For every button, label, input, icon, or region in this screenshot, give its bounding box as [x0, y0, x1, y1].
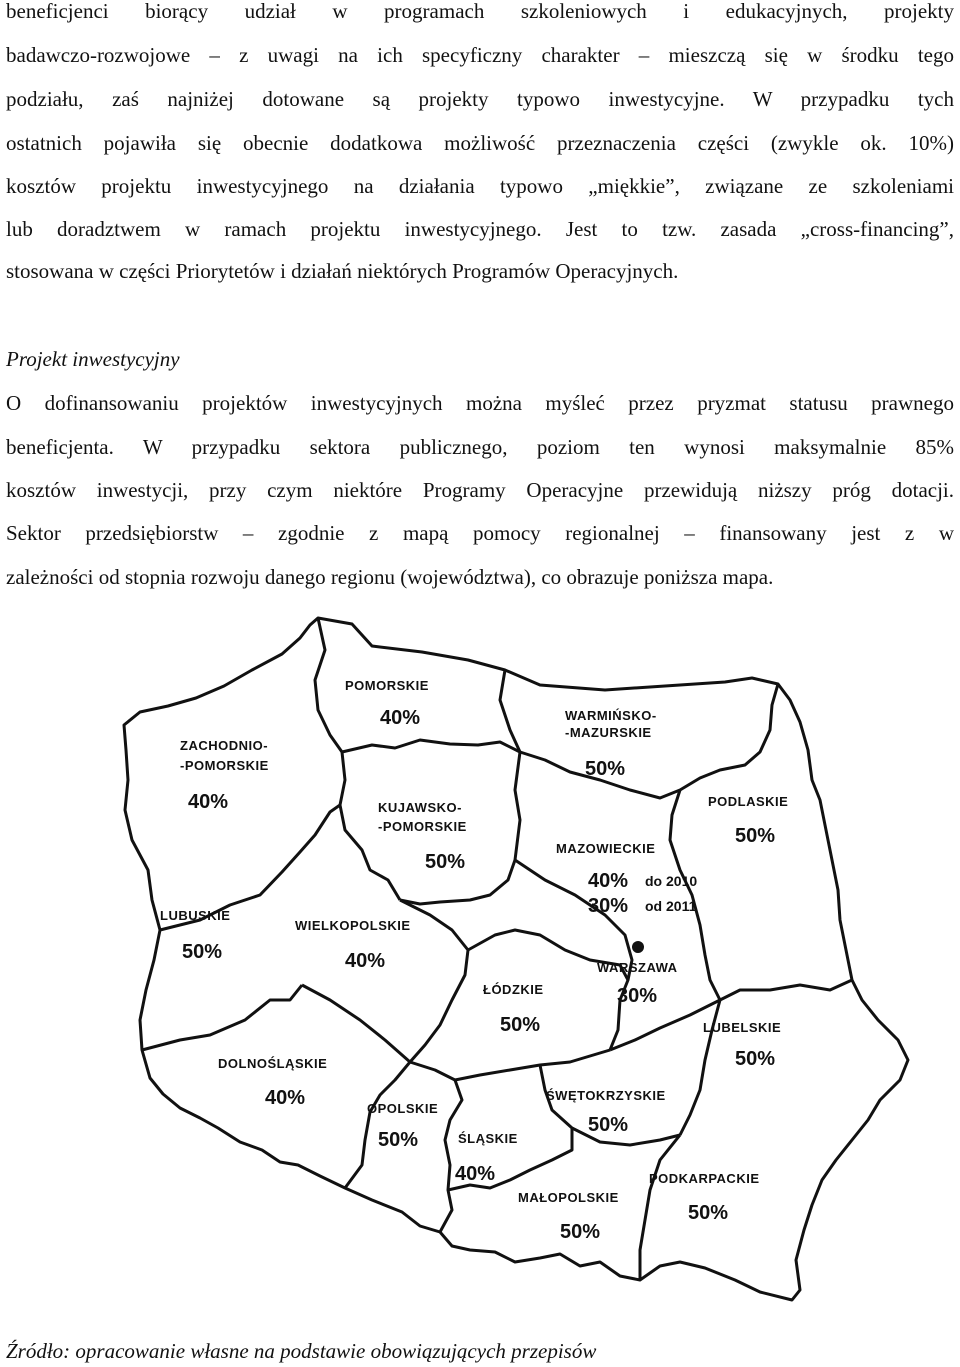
region-percentage: 40%	[455, 1163, 496, 1185]
region-name: PODKARPACKIE	[649, 1171, 760, 1186]
region-name: ŚLĄSKIE	[458, 1131, 518, 1146]
region-percentage: 40%	[345, 950, 386, 972]
text-line: Sektor przedsiębiorstw – zgodnie z mapą pomocy regionalnej – finansowany jest z w	[6, 521, 954, 545]
text-line: beneficjenci biorący udział w programach szkoleniowych i edukacyjnych, projekty	[6, 0, 954, 23]
region-name: ZACHODNIO-	[180, 738, 269, 753]
region-name: PODLASKIE	[708, 794, 789, 809]
region-warszawa	[597, 941, 678, 1007]
region-percentage: 50%	[735, 825, 776, 847]
text-line: beneficjenta. W przypadku sektora publicznego, poziom ten wynosi maksymalnie 85%	[6, 435, 954, 459]
border	[410, 1050, 610, 1080]
text-line: badawczo-rozwojowe – z uwagi na ich specyficzny charakter – mieszczą się w środku tego	[6, 43, 954, 67]
source-caption: Źródło: opracowanie własne na podstawie obowiązujących przepisów	[6, 1339, 597, 1363]
region-percentage: 50%	[182, 941, 223, 963]
region-name: MAŁOPOLSKIE	[518, 1190, 619, 1205]
region-mazowieckie	[556, 841, 697, 917]
poland-outline	[124, 618, 908, 1300]
region-swietokrzyskie	[546, 1088, 666, 1136]
border	[315, 618, 342, 752]
border	[440, 1080, 462, 1232]
region-name: KUJAWSKO-	[378, 800, 462, 815]
region-lubelskie	[703, 1020, 781, 1070]
region-name: MAZOWIECKIE	[556, 841, 656, 856]
region-percentage: 30%	[617, 985, 658, 1007]
border	[720, 980, 852, 1000]
text-line: zależności od stopnia rozwoju danego regionu (województwa), co obrazuje poniższa mapa.	[6, 565, 774, 589]
region-name: LUBELSKIE	[703, 1020, 782, 1035]
border	[142, 985, 302, 1050]
region-lodzkie	[483, 982, 544, 1036]
region-percentage: 40%	[188, 791, 229, 813]
region-percentage: 50%	[588, 1114, 629, 1136]
region-name: ŁÓDZKIE	[483, 982, 544, 997]
region-name: WARMIŃSKO-	[565, 708, 657, 723]
region-dolnoslaskie	[218, 1056, 327, 1109]
text-line: stosowana w części Priorytetów i działań niektórych Programów Operacyjnych.	[6, 259, 679, 283]
text-line: lub doradztwem w ramach projektu inwestycyjnego. Jest to tzw. zasada „cross-financing”,	[6, 217, 954, 241]
region-name: LUBUSKIE	[160, 908, 231, 923]
region-note: od 2011	[645, 898, 697, 914]
border	[302, 985, 410, 1062]
region-percentage: 50%	[585, 758, 626, 780]
section-heading: Projekt inwestycyjny	[6, 347, 180, 371]
region-name: WARSZAWA	[597, 960, 678, 975]
border	[500, 670, 520, 752]
region-wielkopolskie	[295, 918, 411, 972]
capital-dot-icon	[632, 941, 644, 953]
region-percentage: 50%	[425, 851, 466, 873]
region-malopolskie	[518, 1190, 619, 1243]
region-percentage: 50%	[560, 1221, 601, 1243]
region-name: -POMORSKIE	[378, 819, 467, 834]
border	[345, 1062, 410, 1188]
region-name: DOLNOŚLĄSKIE	[218, 1056, 328, 1071]
region-percentage: 50%	[688, 1202, 729, 1224]
region-percentage: 50%	[500, 1014, 541, 1036]
region-lubuskie	[160, 908, 230, 963]
region-percentage: 50%	[378, 1129, 419, 1151]
region-name: OPOLSKIE	[367, 1101, 439, 1116]
region-zachodniopomorskie	[180, 738, 269, 813]
region-percentage: 40%	[588, 870, 629, 892]
border	[342, 740, 520, 752]
region-name: WIELKOPOLSKIE	[295, 918, 411, 933]
region-percentage: 40%	[265, 1087, 306, 1109]
region-opolskie	[367, 1101, 438, 1151]
text-line: O dofinansowaniu projektów inwestycyjnych można myśleć przez pryzmat statusu prawnego	[6, 391, 954, 415]
region-name: -MAZURSKIE	[565, 725, 652, 740]
poland-regional-aid-map	[0, 600, 960, 1330]
border	[520, 684, 778, 798]
region-percentage: 40%	[380, 707, 421, 729]
region-warminsko-mazurskie	[565, 708, 657, 780]
region-podlaskie	[708, 794, 788, 847]
map-borders	[124, 618, 908, 1300]
region-percentage: 30%	[588, 895, 629, 917]
region-pomorskie	[345, 678, 429, 729]
region-percentage: 50%	[735, 1048, 776, 1070]
border	[640, 1135, 680, 1280]
text-line: podziału, zaś najniżej dotowane są projekty typowo inwestycyjne. W przypadku tych	[6, 87, 954, 111]
text-line: kosztów projektu inwestycyjnego na działania typowo „miękkie”, związane ze szkoleniami	[6, 174, 954, 198]
text-line: kosztów inwestycji, przy czym niektóre Programy Operacyjne przewidują niższy próg dotacji.	[6, 478, 954, 502]
region-name: -POMORSKIE	[180, 758, 269, 773]
region-slaskie	[455, 1131, 518, 1185]
text-line: ostatnich pojawiła się obecnie dodatkowa możliwość przeznaczenia części (zwykle ok. 10%)	[6, 131, 954, 155]
region-kujawsko-pomorskie	[378, 800, 467, 873]
region-name: ŚWĘTOKRZYSKIE	[546, 1088, 666, 1103]
region-name: POMORSKIE	[345, 678, 429, 693]
region-note: do 2010	[645, 873, 698, 889]
region-podkarpackie	[649, 1171, 760, 1224]
